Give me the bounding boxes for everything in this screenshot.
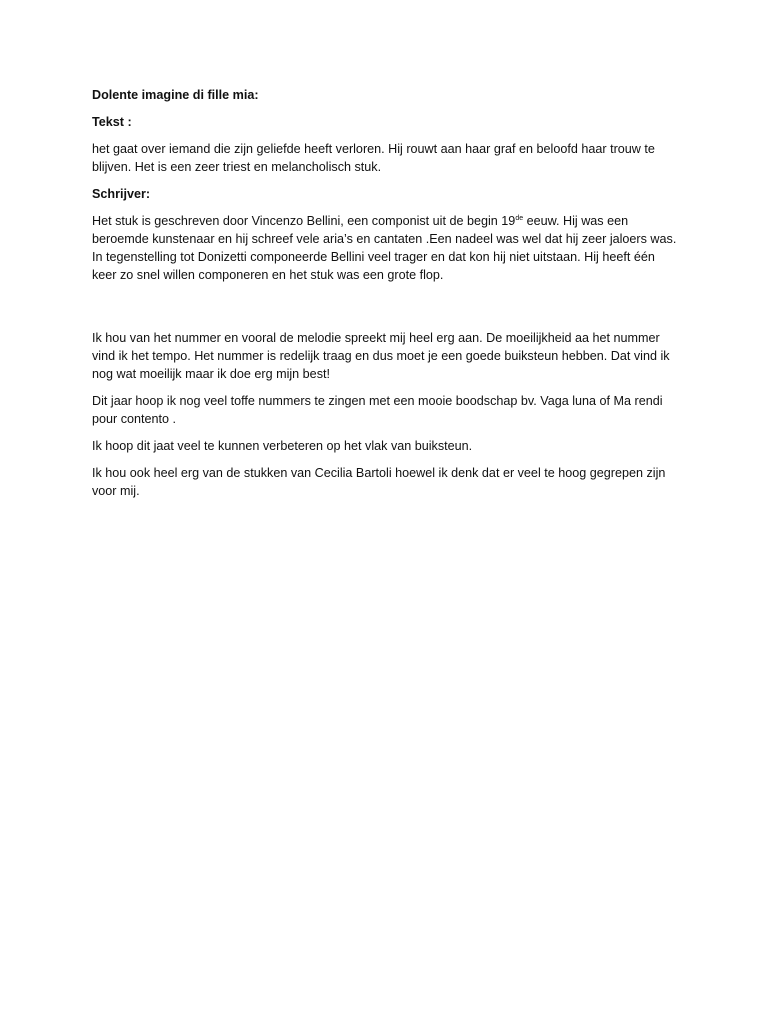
bartoli-paragraph: Ik hou ook heel erg van de stukken van Cecilia Bartoli hoewel ik denk dat er veel te hoog gegrepen zijn voor mij. [92,466,666,498]
schrijver-text-part1: Het stuk is geschreven door Vincenzo Bellini, een componist uit de begin 19 [92,214,516,228]
schrijver-text-part2: eeuw. Hij was een beroemde kunstenaar en hij schreef vele aria’s en cantaten .Een nadeel was wel dat hij zeer jaloers was. In tegenstelling tot Donizetti componeerde Bellini veel trager en dat kon hij niet uitstaan. Hij heeft één keer zo snel willen componeren en het stuk was een grote flop. [92,214,677,282]
empty-line-gap [92,293,682,329]
schrijver-heading: Schrijver: [92,187,151,201]
verbeteren-paragraph: Ik hoop dit jaat veel te kunnen verbeteren op het vlak van buiksteun. [92,439,473,453]
ordinal-superscript: de [515,215,524,222]
document-page [92,86,682,509]
melodie-paragraph: Ik hou van het nummer en vooral de melodie spreekt mij heel erg aan. De moeilijkheid aa het nummer vind ik het tempo. Het nummer is redelijk traag en dus moet je een goede buiksteun hebben. Dat vind ik nog wat moeilijk maar ik doe erg mijn best! [92,331,670,381]
tekst-heading: Tekst : [92,115,132,129]
document-title: Dolente imagine di fille mia: [92,88,259,102]
tekst-paragraph: het gaat over iemand die zijn geliefde heeft verloren. Hij rouwt aan haar graf en beloofd haar trouw te blijven. Het is een zeer triest en melancholisch stuk. [92,142,655,174]
dit-jaar-paragraph: Dit jaar hoop ik nog veel toffe nummers te zingen met een mooie boodschap bv. Vaga luna of Ma rendi pour contento . [92,394,663,426]
schrijver-paragraph [92,212,682,284]
